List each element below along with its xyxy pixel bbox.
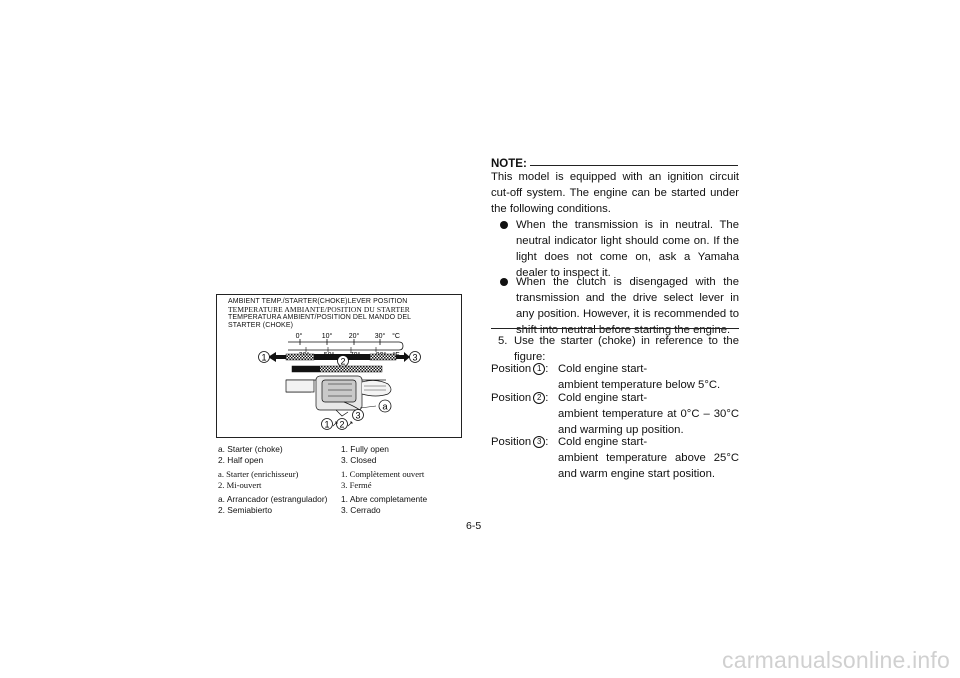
callout-2: 2 [340,356,346,367]
callout-2-lower: 2 [339,419,345,430]
page-number: 6-5 [466,520,482,532]
caption-es-right-1: 1. Abre completamente [341,494,428,504]
callout-1: 1 [261,352,267,363]
position-3-label: Position 3 : [491,436,549,448]
callout-a: a [382,401,388,413]
caption-en-left-1: a. Starter (choke) [218,444,283,454]
watermark: carmanualsonline.info [722,647,950,673]
figure-title-french: TEMPERATURE AMBIANTE/POSITION DU STARTER [228,305,410,314]
caption-fr-left-2: 2. Mi-ouvert [218,480,262,490]
celsius-tick-30: 30° [374,333,386,340]
note-rule [530,165,738,166]
bullet-dot-icon [500,278,508,286]
position-1-label: Position 1 : [491,363,549,375]
position-3-desc: Cold engine start- ambient temperature above 25°C and warm engine start position. [558,436,739,480]
callout-3-lower: 3 [355,410,361,421]
note-end-rule [491,328,739,329]
bullet-dot-icon [500,221,508,229]
position-1-desc: Cold engine start- ambient temperature below 5°C. [558,363,721,391]
celsius-unit: °C [392,333,400,340]
lever-illustration [286,376,391,416]
step-text: Use the starter (choke) in reference to the figure: [514,335,739,363]
celsius-tick-10: 10° [321,333,333,340]
callout-3: 3 [412,352,418,363]
caption-es-left-1: a. Arrancador (estrangulador) [218,494,328,504]
celsius-tick-0: 0° [295,333,303,340]
caption-fr-right-2: 3. Fermé [341,480,372,490]
circled-number-1: 1 [533,363,545,375]
figure-title-spanish-cont: STARTER (CHOKE) [228,322,294,329]
caption-fr-left-1: a. Starter (enrichisseur) [218,469,299,479]
choke-diagram [216,294,462,438]
note-intro: This model is equipped with an ignition circuit cut-off system. The engine can be started under the following conditions. [491,171,739,215]
position-2-label: Position 2 : [491,392,549,404]
caption-fr-right-1: 1. Complètement ouvert [341,469,425,479]
note-label: NOTE: [491,158,527,170]
figure-title-spanish: TEMPERATURA AMBIENT/POSITION DEL MANDO DEL [228,314,412,321]
figure-title-english: AMBIENT TEMP./STARTER(CHOKE)LEVER POSITION [228,298,408,305]
step-number: 5. [498,335,508,347]
position-bars [259,352,421,367]
celsius-tick-20: 20° [348,333,360,340]
position-2-desc: Cold engine start- ambient temperature at 0°C – 30°C and warming up position. [558,392,739,436]
caption-es-left-2: 2. Semiabierto [218,505,272,515]
caption-en-right-2: 3. Closed [341,455,377,465]
note-bullet-text: When the clutch is disengaged with the transmission and the drive select lever in any position. However, it is recommended to shift into neutral before starting the engine. [516,276,739,336]
circled-number-3: 3 [533,436,545,448]
circled-number-2: 2 [533,392,545,404]
note-bullet-text: When the transmission is in neutral. The neutral indicator light should come on. If the light does not come on, ask a Yamaha dealer to inspect it. [516,219,739,279]
caption-en-left-2: 2. Half open [218,455,264,465]
caption-es-right-2: 3. Cerrado [341,505,381,515]
callout-1-lower: 1 [324,419,330,430]
caption-en-right-1: 1. Fully open [341,444,389,454]
